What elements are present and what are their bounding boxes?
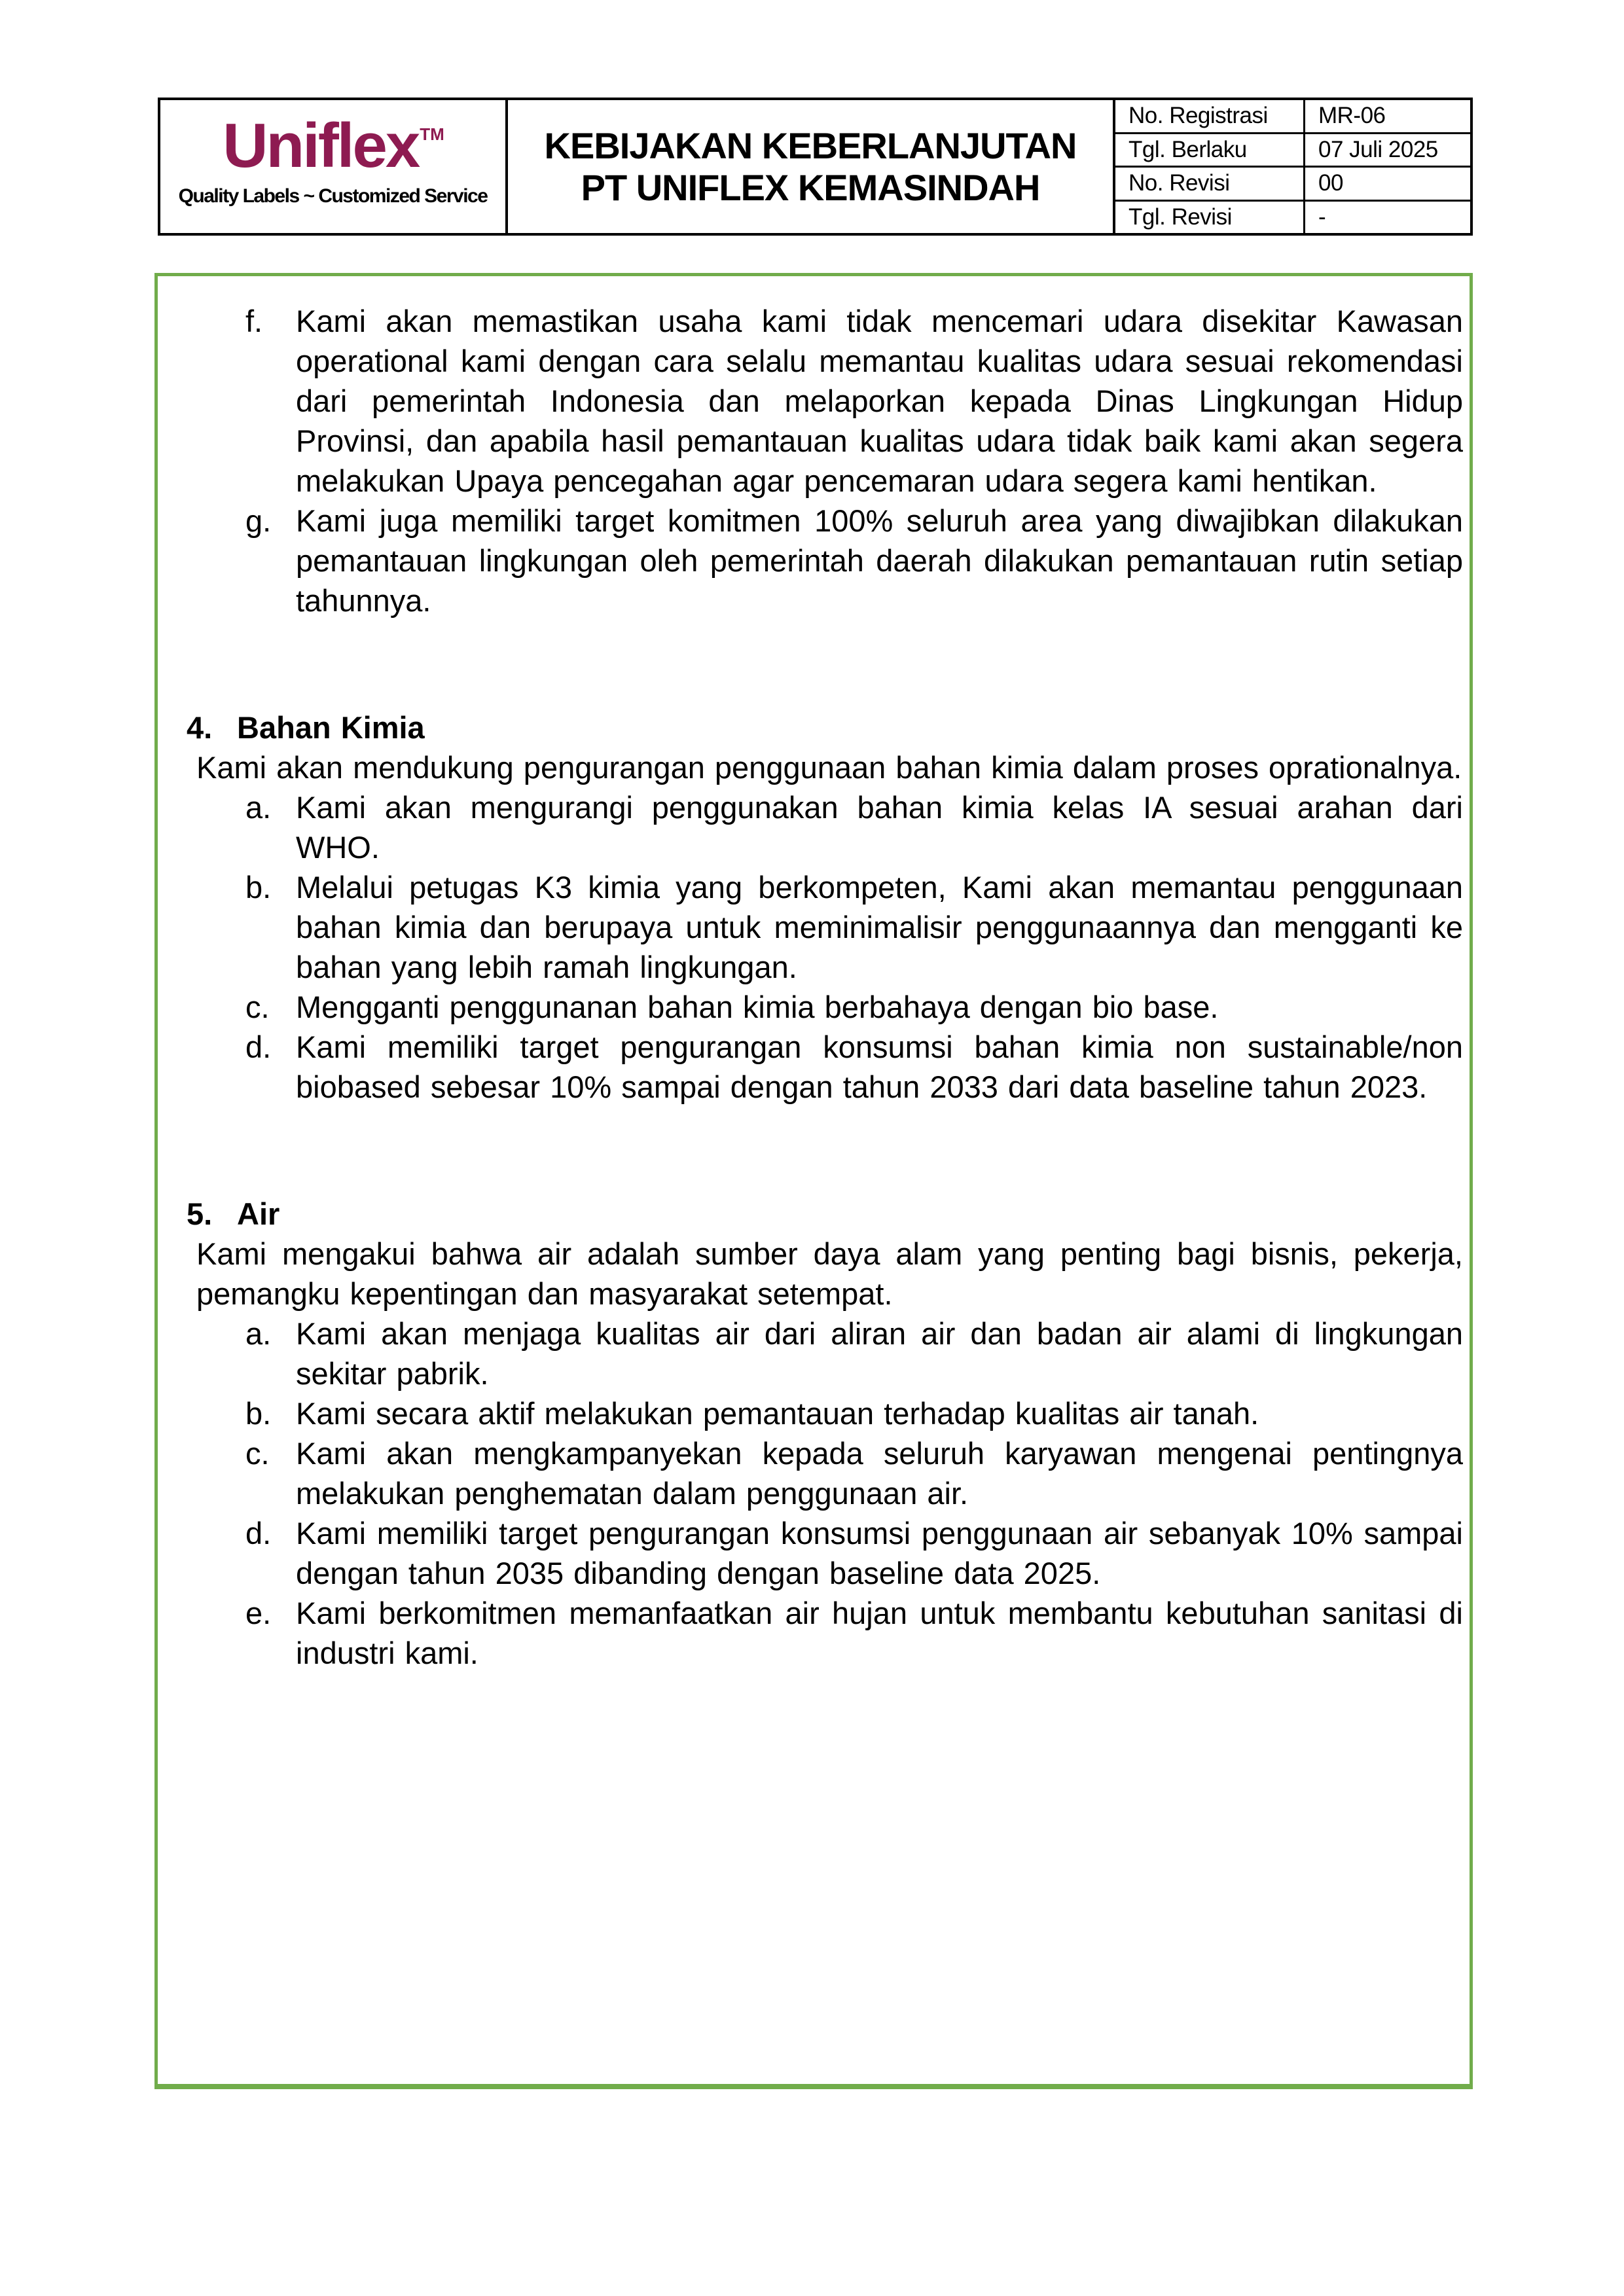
page-title-line-2: PT UNIFLEX KEMASINDAH <box>581 166 1040 208</box>
list-item <box>158 987 1463 1027</box>
list-item-marker: b. <box>245 1396 272 1431</box>
section-title: Air <box>237 1196 280 1231</box>
registration-table <box>1115 100 1470 233</box>
list-item-text: Kami akan mengkampanyekan kepada seluruh karyawan mengenai pentingnya melakukan penghematan dalam penggunaan air. <box>296 1436 1463 1511</box>
registration-value: - <box>1305 200 1470 234</box>
list-item <box>158 1433 1463 1513</box>
logo-tagline: Quality Labels ~ Customized Service <box>178 185 488 207</box>
list-item <box>158 1593 1463 1673</box>
list-item-marker: d. <box>245 1516 272 1551</box>
list-item-text: Kami akan mengurangi penggunakan bahan kimia kelas IA sesuai arahan dari WHO. <box>296 790 1463 865</box>
section-intro: Kami akan mendukung pengurangan penggunaan bahan kimia dalam proses oprationalnya. <box>196 750 1462 785</box>
registration-label: No. Revisi <box>1115 166 1305 200</box>
content-panel <box>154 273 1473 2089</box>
carryover-list <box>158 301 1463 620</box>
brand-text: Uniflex <box>223 111 419 181</box>
list-item <box>158 301 1463 501</box>
list-item-marker: b. <box>245 870 272 905</box>
sections-container <box>158 708 1463 1673</box>
registration-value: 07 Juli 2025 <box>1305 132 1470 166</box>
registration-label: Tgl. Revisi <box>1115 200 1305 234</box>
registration-label: Tgl. Berlaku <box>1115 132 1305 166</box>
list-item <box>158 787 1463 867</box>
list-item-text: Mengganti penggunanan bahan kimia berbahaya dengan bio base. <box>296 990 1219 1024</box>
uniflex-logo <box>223 107 443 179</box>
list-item <box>158 1314 1463 1393</box>
list-item-marker: e. <box>245 1596 272 1630</box>
list-item-text: Kami juga memiliki target komitmen 100% seluruh area yang diwajibkan dilakukan pemantauan lingkungan oleh pemerintah daerah dilakukan pemantauan rutin setiap tahunnya. <box>296 503 1463 618</box>
section-heading <box>158 708 1463 747</box>
list-item-marker: f. <box>245 304 263 338</box>
list-item-marker: a. <box>245 1316 272 1351</box>
trademark-symbol: TM <box>420 124 444 144</box>
page-title-line-1: KEBIJAKAN KEBERLANJUTAN <box>544 124 1077 166</box>
document-header-table <box>158 98 1473 236</box>
list-item-marker: c. <box>245 1436 270 1471</box>
section-number: 5. <box>187 1196 213 1231</box>
list-item <box>158 1027 1463 1107</box>
list-item-text: Kami berkomitmen memanfaatkan air hujan untuk membantu kebutuhan sanitasi di industri kami. <box>296 1596 1463 1670</box>
list-item <box>158 501 1463 620</box>
registration-value: MR-06 <box>1318 103 1386 129</box>
section <box>158 708 1463 1107</box>
title-cell <box>508 100 1115 233</box>
registration-value: 00 <box>1305 166 1470 200</box>
section <box>158 1194 1463 1673</box>
section-intro: Kami mengakui bahwa air adalah sumber daya alam yang penting bagi bisnis, pekerja, pemangku kepentingan dan masyarakat setempat. <box>196 1236 1463 1311</box>
section-heading <box>158 1194 1463 1234</box>
list-item <box>158 867 1463 987</box>
list-item-text: Melalui petugas K3 kimia yang berkompeten, Kami akan memantau penggunaan bahan kimia dan berupaya untuk meminimalisir penggunaannya dan mengganti ke bahan yang lebih ramah lingkungan. <box>296 870 1463 984</box>
registration-label: No. Registrasi <box>1115 100 1305 132</box>
list-item-text: Kami akan memastikan usaha kami tidak mencemari udara disekitar Kawasan operational kami dengan cara selalu memantau kualitas udara sesuai rekomendasi dari pemerintah Indonesia dan melaporkan kepada Dinas Lingkungan Hidup Provinsi, dan apabila hasil pemantauan kualitas udara tidak baik kami akan segera melakukan Upaya pencegahan agar pencemaran udara segera kami hentikan. <box>296 304 1463 498</box>
list-item-marker: a. <box>245 790 272 825</box>
list-item <box>158 1393 1463 1433</box>
list-item-marker: d. <box>245 1030 272 1064</box>
list-item-marker: g. <box>245 503 272 538</box>
list-item-text: Kami memiliki target pengurangan konsumsi penggunaan air sebanyak 10% sampai dengan tahun 2035 dibanding dengan baseline data 2025. <box>296 1516 1463 1590</box>
list-item-text: Kami memiliki target pengurangan konsumsi bahan kimia non sustainable/non biobased sebesar 10% sampai dengan tahun 2033 dari data baseline tahun 2023. <box>296 1030 1463 1104</box>
list-item-text: Kami akan menjaga kualitas air dari aliran air dan badan air alami di lingkungan sekitar pabrik. <box>296 1316 1463 1391</box>
list-item-text: Kami secara aktif melakukan pemantauan terhadap kualitas air tanah. <box>296 1396 1259 1431</box>
list-item <box>158 1513 1463 1593</box>
list-item-marker: c. <box>245 990 270 1024</box>
section-title: Bahan Kimia <box>237 710 425 745</box>
section-number: 4. <box>187 710 213 745</box>
logo-cell <box>160 100 508 233</box>
